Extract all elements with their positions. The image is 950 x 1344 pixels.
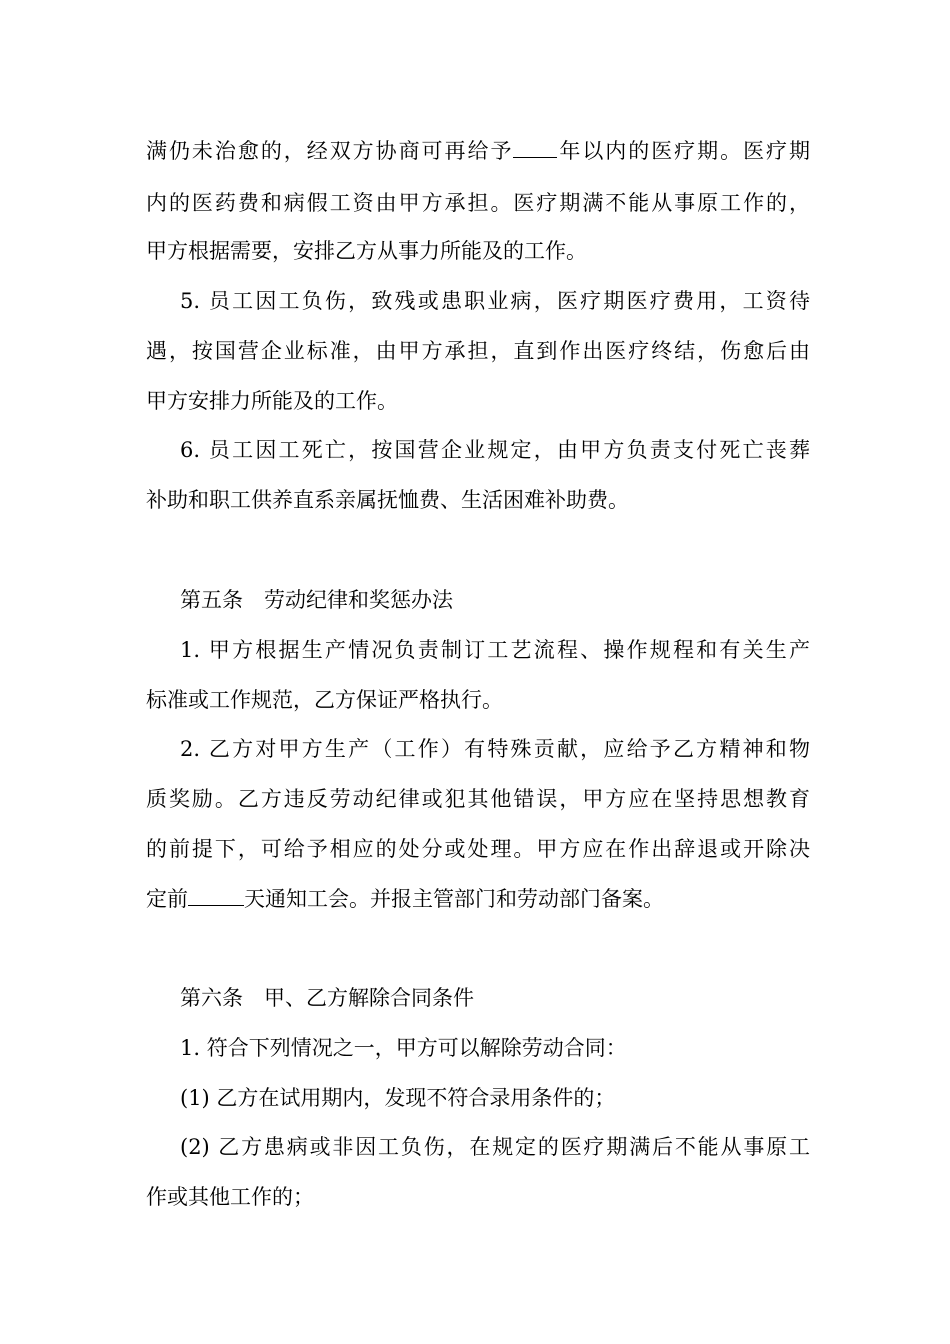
text-line: 甲方根据需要，安排乙方从事力所能及的工作。 xyxy=(146,239,587,263)
fill-in-blank xyxy=(188,885,244,906)
text-line: 标准或工作规范，乙方保证严格执行。 xyxy=(146,688,503,712)
numbered-paragraph: 2. 乙方对甲方生产（工作）有特殊贡献，应给予乙方精神和物 xyxy=(180,737,810,761)
list-item: (1) 乙方在试用期内，发现不符合录用条件的； xyxy=(180,1086,616,1110)
text-line: 质奖励。乙方违反劳动纪律或犯其他错误，甲方应在坚持思想教育 xyxy=(146,787,810,811)
list-item: (2) 乙方患病或非因工负伤，在规定的医疗期满后不能从事原工 xyxy=(180,1135,810,1159)
text-segment: 满仍未治愈的，经双方协商可再给予 xyxy=(146,139,514,163)
text-line xyxy=(146,136,810,166)
section-heading: 第六条 甲、乙方解除合同条件 xyxy=(180,986,474,1010)
text-line: 甲方安排力所能及的工作。 xyxy=(146,389,398,413)
text-segment: 定前 xyxy=(146,887,188,911)
text-line xyxy=(146,884,810,914)
fill-in-blank xyxy=(513,137,557,158)
numbered-paragraph: 6. 员工因工死亡，按国营企业规定，由甲方负责支付死亡丧葬 xyxy=(180,438,810,462)
text-segment: 天通知工会。并报主管部门和劳动部门备案。 xyxy=(244,887,664,911)
text-line: 补助和职工供养直系亲属抚恤费、生活困难补助费。 xyxy=(146,488,629,512)
text-line: 遇，按国营企业标准，由甲方承担，直到作出医疗终结，伤愈后由 xyxy=(146,339,810,363)
text-segment: 年以内的医疗期。医疗期 xyxy=(557,139,810,163)
text-line: 作或其他工作的； xyxy=(146,1185,314,1209)
numbered-paragraph: 1. 符合下列情况之一，甲方可以解除劳动合同： xyxy=(180,1036,627,1060)
numbered-paragraph: 5. 员工因工负伤，致残或患职业病，医疗期医疗费用，工资待 xyxy=(180,289,810,313)
text-line: 内的医药费和病假工资由甲方承担。医疗期满不能从事原工作的， xyxy=(146,191,810,215)
section-heading: 第五条 劳动纪律和奖惩办法 xyxy=(180,588,453,612)
text-line: 的前提下，可给予相应的处分或处理。甲方应在作出辞退或开除决 xyxy=(146,837,810,861)
numbered-paragraph: 1. 甲方根据生产情况负责制订工艺流程、操作规程和有关生产 xyxy=(180,638,810,662)
